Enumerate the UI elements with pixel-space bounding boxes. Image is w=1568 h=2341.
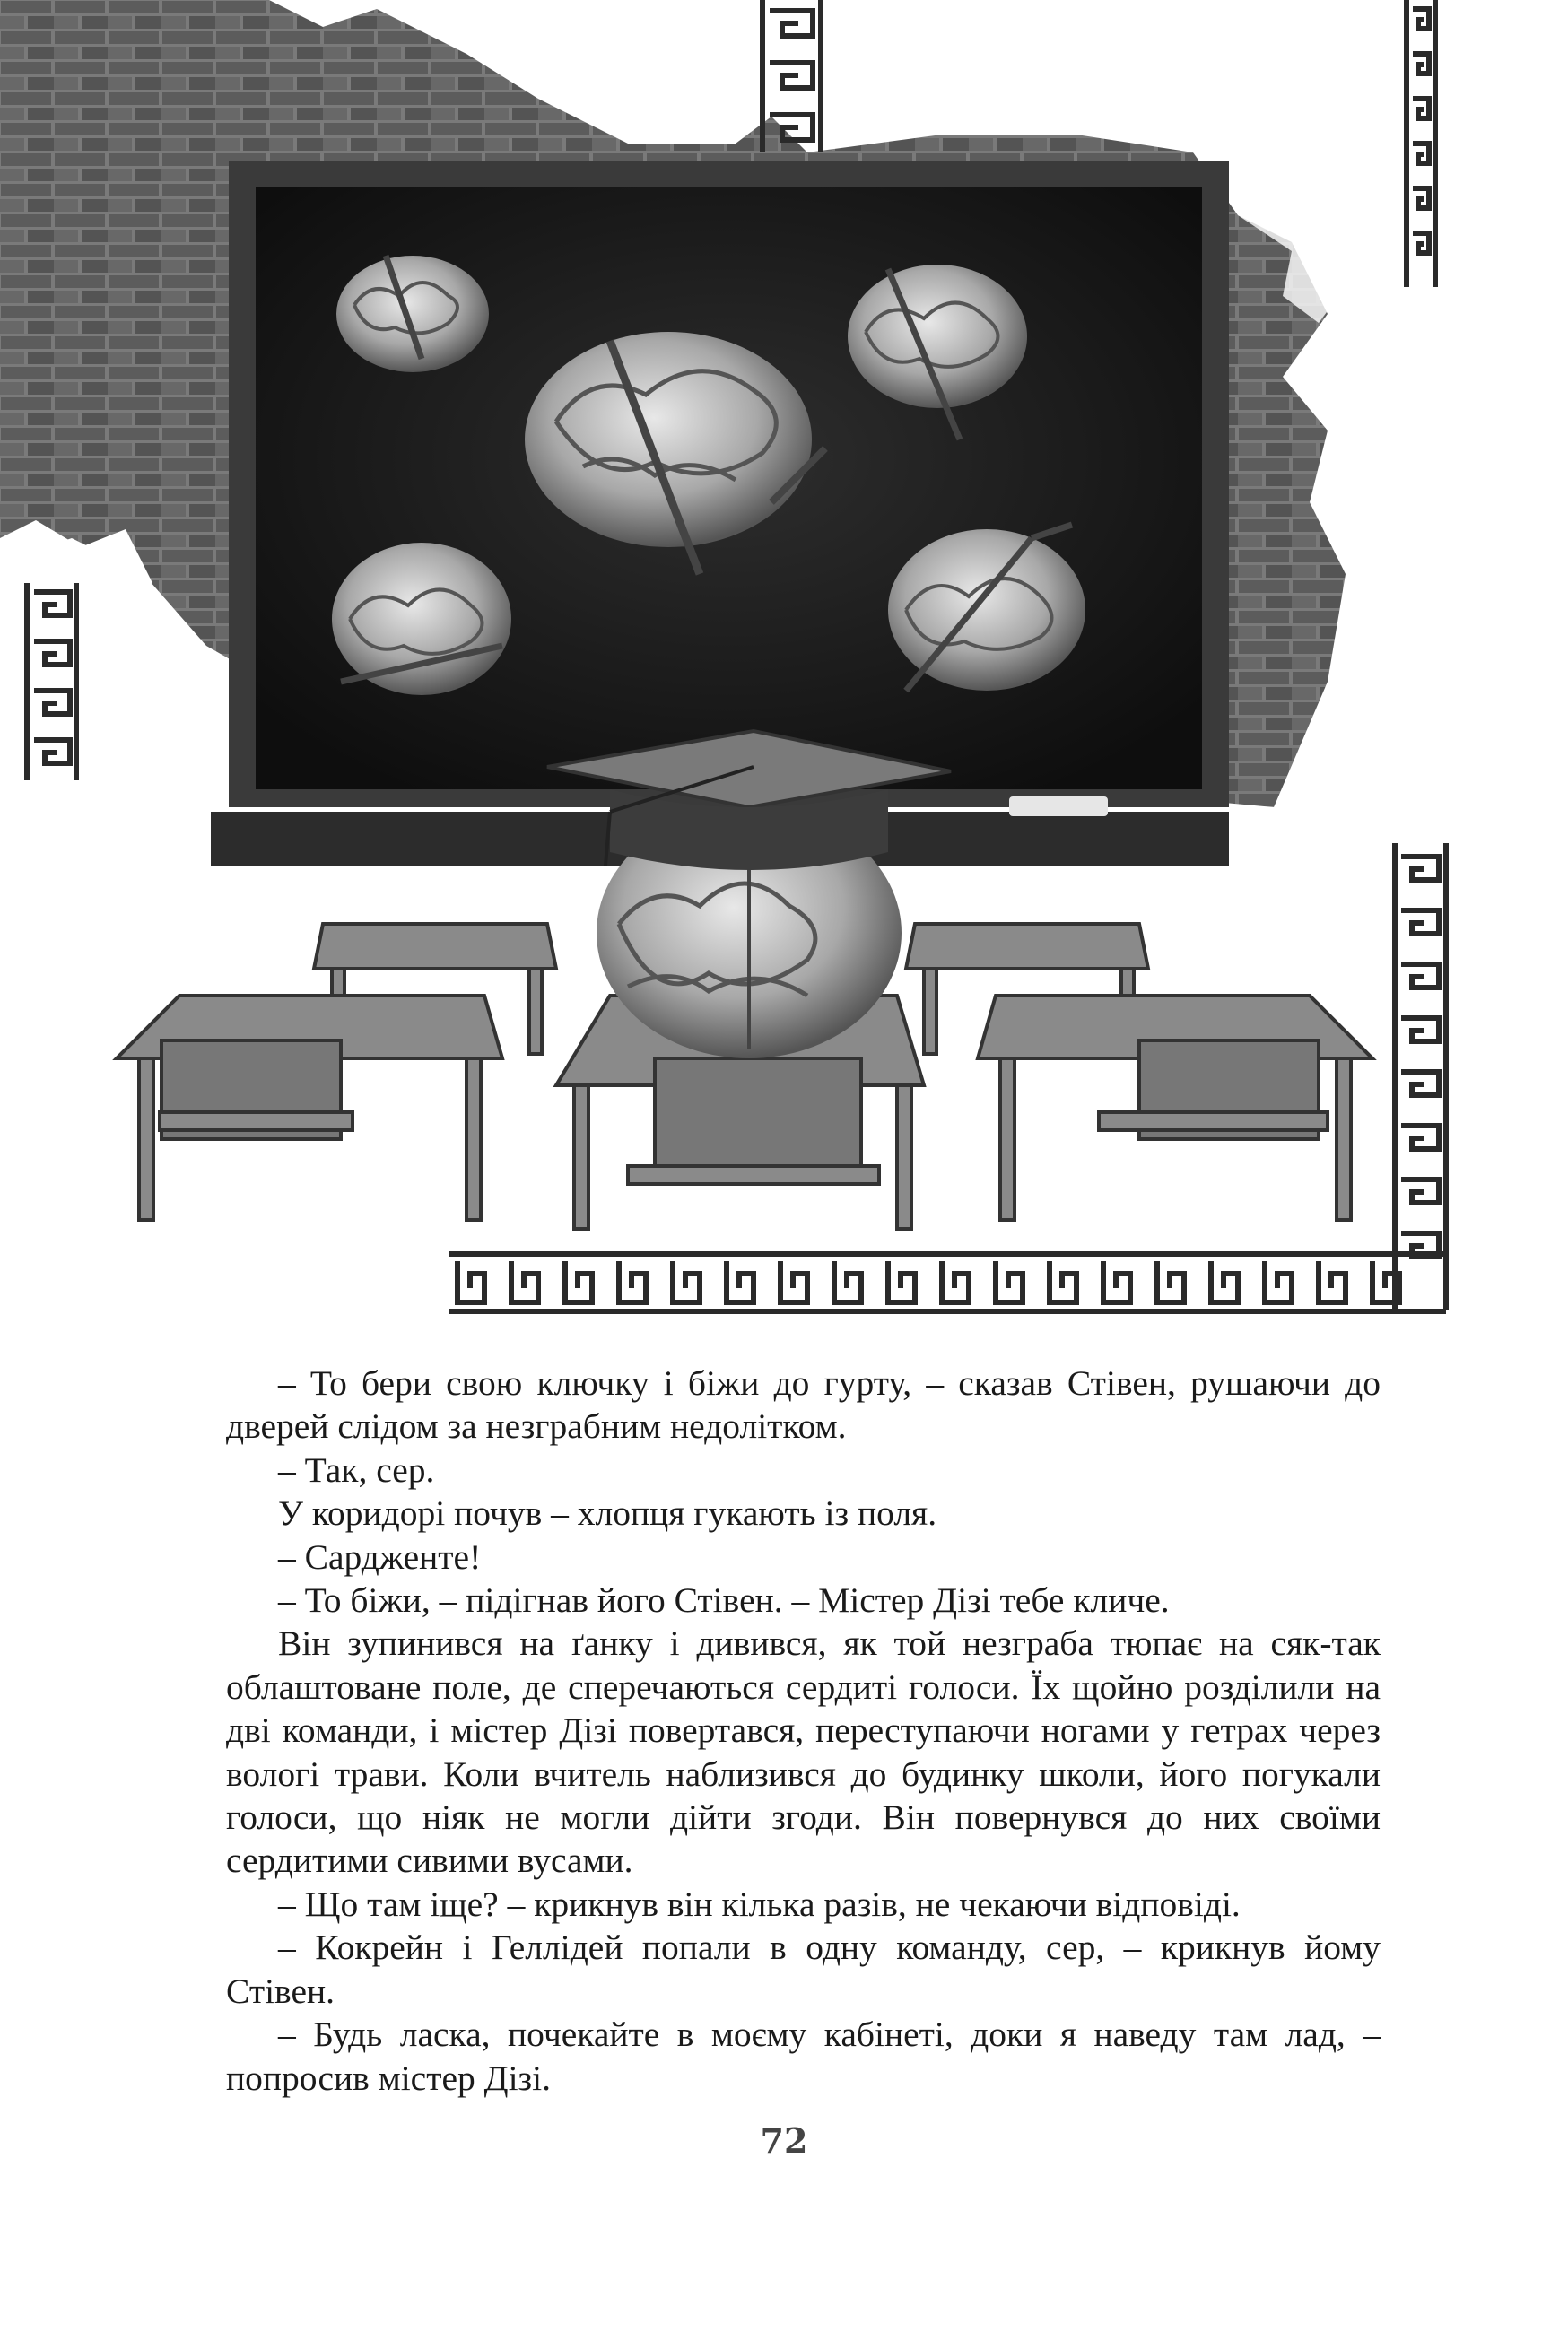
- paragraph: У коридорі почув – хлопця гукають із поля.: [278, 1493, 937, 1534]
- page-number: 72: [760, 2120, 808, 2161]
- greek-key-border-right: [1395, 843, 1446, 1310]
- paragraph: – Будь ласка, почекайте в моєму кабінеті, доки я наведу там лад, – попросив містер Дізі.: [226, 2015, 1381, 2098]
- chalk-eraser: [1009, 796, 1108, 816]
- greek-key-border-top-right: [1407, 0, 1435, 287]
- greek-key-border-bottom: [449, 1254, 1446, 1311]
- paragraph: – Кокрейн і Геллідей попали в одну команду, сер, – крикнув йому Стівен.: [226, 1928, 1381, 2011]
- paragraph: – То біжи, – підігнав його Стівен. – Містер Дізі тебе кличе.: [278, 1580, 1170, 1621]
- paragraph: Він зупинився на ґанку і дивився, як той незграба тюпає на сяк-так облаштоване поле, де сперечаються сердиті голоси. Їх щойно розділили на дві команди, і містер Дізі повертався, переступаючи ногами у гетрах через вологі трави. Коли вчитель наблизився до будинку школи, його погукали голоси, що ніяк не могли дійти згоди. Він повернувся до них своїми сердитими сивими вусами.: [226, 1623, 1381, 1881]
- greek-key-border-left: [27, 583, 76, 780]
- paragraph: – Сардженте!: [278, 1536, 482, 1577]
- body-text: [226, 1362, 1381, 2100]
- paragraph: – Так, сер.: [278, 1449, 435, 1490]
- paragraph: – Що там іще? – крикнув він кілька разів, не чекаючи відповіді.: [278, 1884, 1241, 1924]
- paragraph: – То бери свою ключку і біжи до гурту, – сказав Стівен, рушаючи до дверей слідом за незграбним недолітком.: [226, 1363, 1381, 1447]
